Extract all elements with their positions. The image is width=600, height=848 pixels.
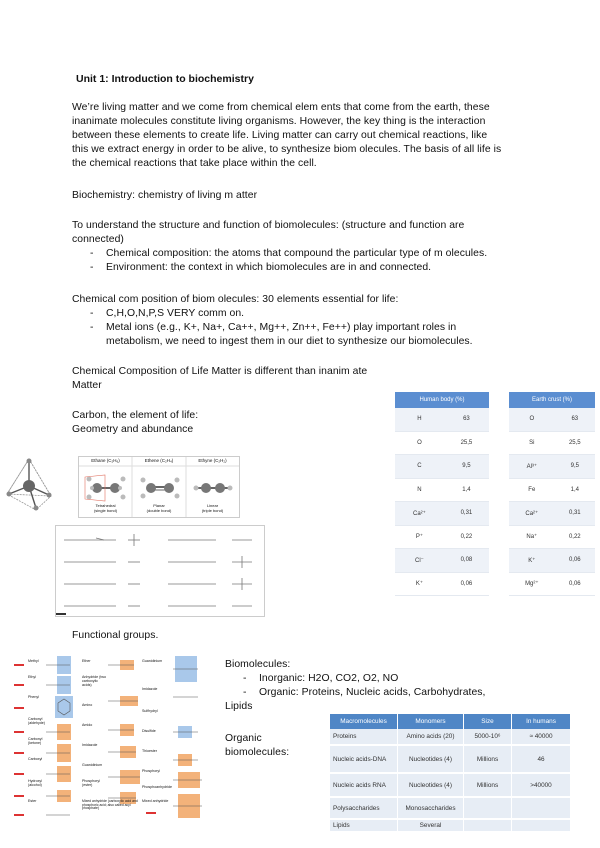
intro-line: inanimate molecules constitute living organisms. However, the key thing is the interaction bbox=[72, 116, 486, 127]
cell: Nucleotides (4) bbox=[398, 773, 464, 797]
biomolecules-item: - Organic: Proteins, Nucleic acids, Carbohydrates, bbox=[241, 686, 525, 700]
caption-line: Tetrahedral bbox=[95, 503, 116, 508]
structure-line: To understand the structure and function of biomolecules: (structure and function are bbox=[72, 220, 465, 231]
composition-item: - Metal ions (e.g., K+, Na+, Ca++, Mg++, Zn++, Fe++) play important roles in bbox=[88, 321, 542, 335]
percent-cell: 0,31 bbox=[444, 502, 489, 526]
carbon-line: Carbon, the element of life: bbox=[72, 410, 199, 421]
structure-paragraph bbox=[72, 219, 542, 275]
organic-label-line: Organic bbox=[225, 733, 262, 744]
fg-label: Phosphoanhydride bbox=[142, 785, 172, 789]
structure-line: connected) bbox=[72, 234, 124, 245]
composition-heading: Chemical com position of biom olecules: 30 elements essential for life: bbox=[72, 294, 399, 305]
table-row bbox=[330, 745, 571, 773]
intro-line: this we extract energy in order to be alive, to synthesize biom olecules. The basis of all life is bbox=[72, 144, 502, 155]
biomolecules-wrap: Lipids bbox=[225, 701, 253, 712]
table-row bbox=[509, 455, 595, 479]
fg-label: Guanidinium bbox=[142, 659, 163, 663]
table-row bbox=[395, 502, 489, 526]
composition-item-continued: metabolism, we need to ingest them in our diet to synthesize our biomolecules. bbox=[106, 336, 473, 347]
table-row bbox=[330, 773, 571, 797]
fg-label: Ethyl bbox=[28, 675, 36, 679]
percent-cell: 25,5 bbox=[555, 431, 595, 455]
fg-label: Phosphoryl bbox=[142, 769, 160, 773]
percent-cell: 63 bbox=[555, 408, 595, 431]
table-row bbox=[395, 549, 489, 573]
caption-line: (single bond) bbox=[93, 508, 118, 513]
fg-label: Amido bbox=[82, 723, 93, 727]
organic-label-line: biomolecules: bbox=[225, 747, 290, 758]
biomolecules-heading: Biomolecules: bbox=[225, 659, 291, 670]
fg-label: Carbonyl (ketone) bbox=[28, 737, 43, 745]
intro-line: the chemical reactions that take place within the cell. bbox=[72, 158, 317, 169]
table-row bbox=[395, 478, 489, 502]
carbon-heading bbox=[72, 409, 198, 437]
fg-label: Phenyl bbox=[28, 695, 39, 699]
ethyne-header: Ethyne (C₂H₂) bbox=[198, 458, 227, 463]
fg-right-labels bbox=[142, 652, 172, 812]
biomolecules-item: - Inorganic: H2O, CO2, O2, NO bbox=[241, 672, 525, 686]
element-cell: C bbox=[395, 455, 444, 479]
element-cell: Al³⁺ bbox=[509, 455, 555, 479]
cell: Polysaccharides bbox=[330, 797, 398, 819]
life-matter-line: Chemical Composition of Life Matter is different than inanim ate bbox=[72, 366, 368, 377]
percent-cell: 63 bbox=[444, 408, 489, 431]
earth-crust-header: Earth crust (%) bbox=[509, 392, 595, 408]
col-header: Size bbox=[464, 714, 512, 729]
element-cell: P⁺ bbox=[395, 525, 444, 549]
percent-cell: 0,06 bbox=[444, 572, 489, 596]
percent-cell: 0,22 bbox=[555, 525, 595, 549]
fg-label: Ester bbox=[28, 799, 37, 803]
marker-bar bbox=[14, 707, 24, 709]
element-cell: Fe bbox=[509, 478, 555, 502]
percent-cell: 0,31 bbox=[555, 502, 595, 526]
cell: ≈ 40000 bbox=[512, 729, 571, 745]
table-row bbox=[509, 431, 595, 455]
human-body-table bbox=[395, 392, 489, 596]
fg-label: Ether bbox=[82, 659, 91, 663]
cell: 5000-10⁶ bbox=[464, 729, 512, 745]
marker-bar bbox=[14, 773, 24, 775]
cell: >40000 bbox=[512, 773, 571, 797]
table-row bbox=[509, 549, 595, 573]
ethane-header: Ethane (C₂H₆) bbox=[91, 458, 120, 463]
percent-cell: 0,08 bbox=[444, 549, 489, 573]
life-matter-heading bbox=[72, 365, 367, 393]
percent-cell: 0,06 bbox=[555, 549, 595, 573]
cell bbox=[512, 797, 571, 819]
fg-label: Disulfide bbox=[142, 729, 156, 733]
table-row bbox=[395, 572, 489, 596]
cell bbox=[512, 819, 571, 832]
fg-label: Imidazole bbox=[82, 743, 98, 747]
ethane-caption bbox=[79, 503, 132, 513]
table-row bbox=[395, 431, 489, 455]
element-cell: Cl⁻ bbox=[395, 549, 444, 573]
fg-label: Carbonyl (aldehyde) bbox=[28, 717, 45, 725]
percent-cell: 1,4 bbox=[444, 478, 489, 502]
organic-biomolecules-label bbox=[225, 732, 289, 760]
percent-cell: 1,4 bbox=[555, 478, 595, 502]
col-header: Macromolecules bbox=[330, 714, 398, 729]
col-header: In humans bbox=[512, 714, 571, 729]
cell: Millions bbox=[464, 745, 512, 773]
element-cell: Na⁺ bbox=[509, 525, 555, 549]
fg-label: Phosphoryl (ester) bbox=[82, 779, 100, 787]
caption-line: Linear bbox=[206, 503, 219, 508]
ethyne-caption bbox=[186, 503, 239, 513]
element-cell: Mg²⁺ bbox=[509, 572, 555, 596]
element-cell: O bbox=[395, 431, 444, 455]
fg-mixed-anhydride-note: Mixed anhydride (carboxylic acid and phosphoric acid; also called acyl phosphate) bbox=[82, 799, 138, 811]
fg-label: Imidazole bbox=[142, 687, 158, 691]
structure-item: - Chemical composition: the atoms that compound the particular type of m olecules. bbox=[88, 247, 542, 261]
element-cell: O bbox=[509, 408, 555, 431]
cell: Millions bbox=[464, 773, 512, 797]
fg-label: Hydroxyl (alcohol) bbox=[28, 779, 42, 787]
table-row bbox=[330, 729, 571, 745]
table-row bbox=[509, 478, 595, 502]
marker-bar bbox=[146, 812, 156, 814]
fg-label: Carboxyl bbox=[28, 757, 43, 761]
element-cell: Ca²⁺ bbox=[395, 502, 444, 526]
functional-groups-figure bbox=[8, 652, 216, 824]
element-cell: H bbox=[395, 408, 444, 431]
element-cell: Ca²⁺ bbox=[509, 502, 555, 526]
fg-label: Guanidinium bbox=[82, 763, 103, 767]
fg-label: Methyl bbox=[28, 659, 39, 663]
col-header: Monomers bbox=[398, 714, 464, 729]
element-cell: N bbox=[395, 478, 444, 502]
ethene-caption bbox=[132, 503, 186, 513]
fg-label: Mixed anhydride bbox=[142, 799, 169, 803]
element-cell: K⁺ bbox=[395, 572, 444, 596]
percent-cell: 9,5 bbox=[555, 455, 595, 479]
caption-line: (double bond) bbox=[146, 508, 172, 513]
table-row bbox=[509, 408, 595, 431]
fg-label: Amino bbox=[82, 703, 93, 707]
cell: Monosaccharides bbox=[398, 797, 464, 819]
marker-bar bbox=[14, 795, 24, 797]
functional-groups-label: Functional groups. bbox=[72, 630, 159, 641]
table-row bbox=[509, 502, 595, 526]
caption-line: Planar bbox=[153, 503, 165, 508]
biochemistry-definition: Biochemistry: chemistry of living m atter bbox=[72, 190, 258, 201]
composition-item: - C,H,O,N,P,S VERY comm on. bbox=[88, 307, 542, 321]
fg-label: Sulfhydryl bbox=[142, 709, 158, 713]
cell: Nucleic acids RNA bbox=[330, 773, 398, 797]
composition-list bbox=[88, 307, 542, 349]
macromolecules-table bbox=[330, 714, 571, 833]
fg-label: Thioester bbox=[142, 749, 157, 753]
page-title: Unit 1: Introduction to biochemistry bbox=[76, 73, 254, 85]
cell: Proteins bbox=[330, 729, 398, 745]
percent-cell: 0,06 bbox=[555, 572, 595, 596]
composition-paragraph bbox=[72, 293, 542, 349]
intro-line: We’re living matter and we come from chemical elem ents that come from the earth, these bbox=[72, 102, 490, 113]
cell bbox=[464, 797, 512, 819]
cell: Nucleotides (4) bbox=[398, 745, 464, 773]
earth-crust-table bbox=[509, 392, 595, 596]
cell: Several bbox=[398, 819, 464, 832]
marker-bar bbox=[14, 664, 24, 666]
percent-cell: 9,5 bbox=[444, 455, 489, 479]
marker-bar bbox=[14, 684, 24, 686]
percent-cell: 25,5 bbox=[444, 431, 489, 455]
table-row bbox=[395, 455, 489, 479]
human-body-header: Human body (%) bbox=[395, 392, 489, 408]
carbon-line: Geometry and abundance bbox=[72, 424, 194, 435]
structure-list bbox=[88, 247, 542, 275]
marker-bar bbox=[14, 731, 24, 733]
fg-middle-labels bbox=[82, 652, 106, 790]
cell: 46 bbox=[512, 745, 571, 773]
element-cell: Si bbox=[509, 431, 555, 455]
marker-bar bbox=[14, 752, 24, 754]
table-row bbox=[330, 797, 571, 819]
table-row bbox=[330, 819, 571, 832]
tetrahedral-carbon-illustration bbox=[4, 456, 54, 514]
cell: Amino acids (20) bbox=[398, 729, 464, 745]
table-row bbox=[509, 572, 595, 596]
cell: Nucleic acids-DNA bbox=[330, 745, 398, 773]
biomolecules-list bbox=[241, 672, 525, 700]
table-row bbox=[509, 525, 595, 549]
intro-line: between these elements to create life. Living matter can carry out chemical reactions, like bbox=[72, 130, 488, 141]
fg-label: Anhydride (two carboxylic acids) bbox=[82, 675, 106, 687]
cell: Lipids bbox=[330, 819, 398, 832]
ethene-header: Ethene (C₂H₄) bbox=[144, 458, 174, 463]
percent-cell: 0,22 bbox=[444, 525, 489, 549]
carbon-bond-geometry-panel bbox=[78, 456, 240, 518]
bond-formation-scheme bbox=[56, 526, 264, 616]
table-row bbox=[395, 408, 489, 431]
intro-paragraph bbox=[72, 101, 542, 171]
marker-bar bbox=[14, 814, 24, 816]
element-cell: K⁺ bbox=[509, 549, 555, 573]
structure-item: - Environment: the context in which biomolecules are in and connected. bbox=[88, 261, 542, 275]
life-matter-line: Matter bbox=[72, 380, 102, 391]
caption-line: (triple bond) bbox=[201, 508, 224, 513]
biomolecules-section bbox=[225, 658, 525, 714]
fg-left-labels bbox=[28, 652, 48, 812]
cell bbox=[464, 819, 512, 832]
bond-formation-scheme-panel bbox=[55, 525, 265, 617]
table-row bbox=[395, 525, 489, 549]
